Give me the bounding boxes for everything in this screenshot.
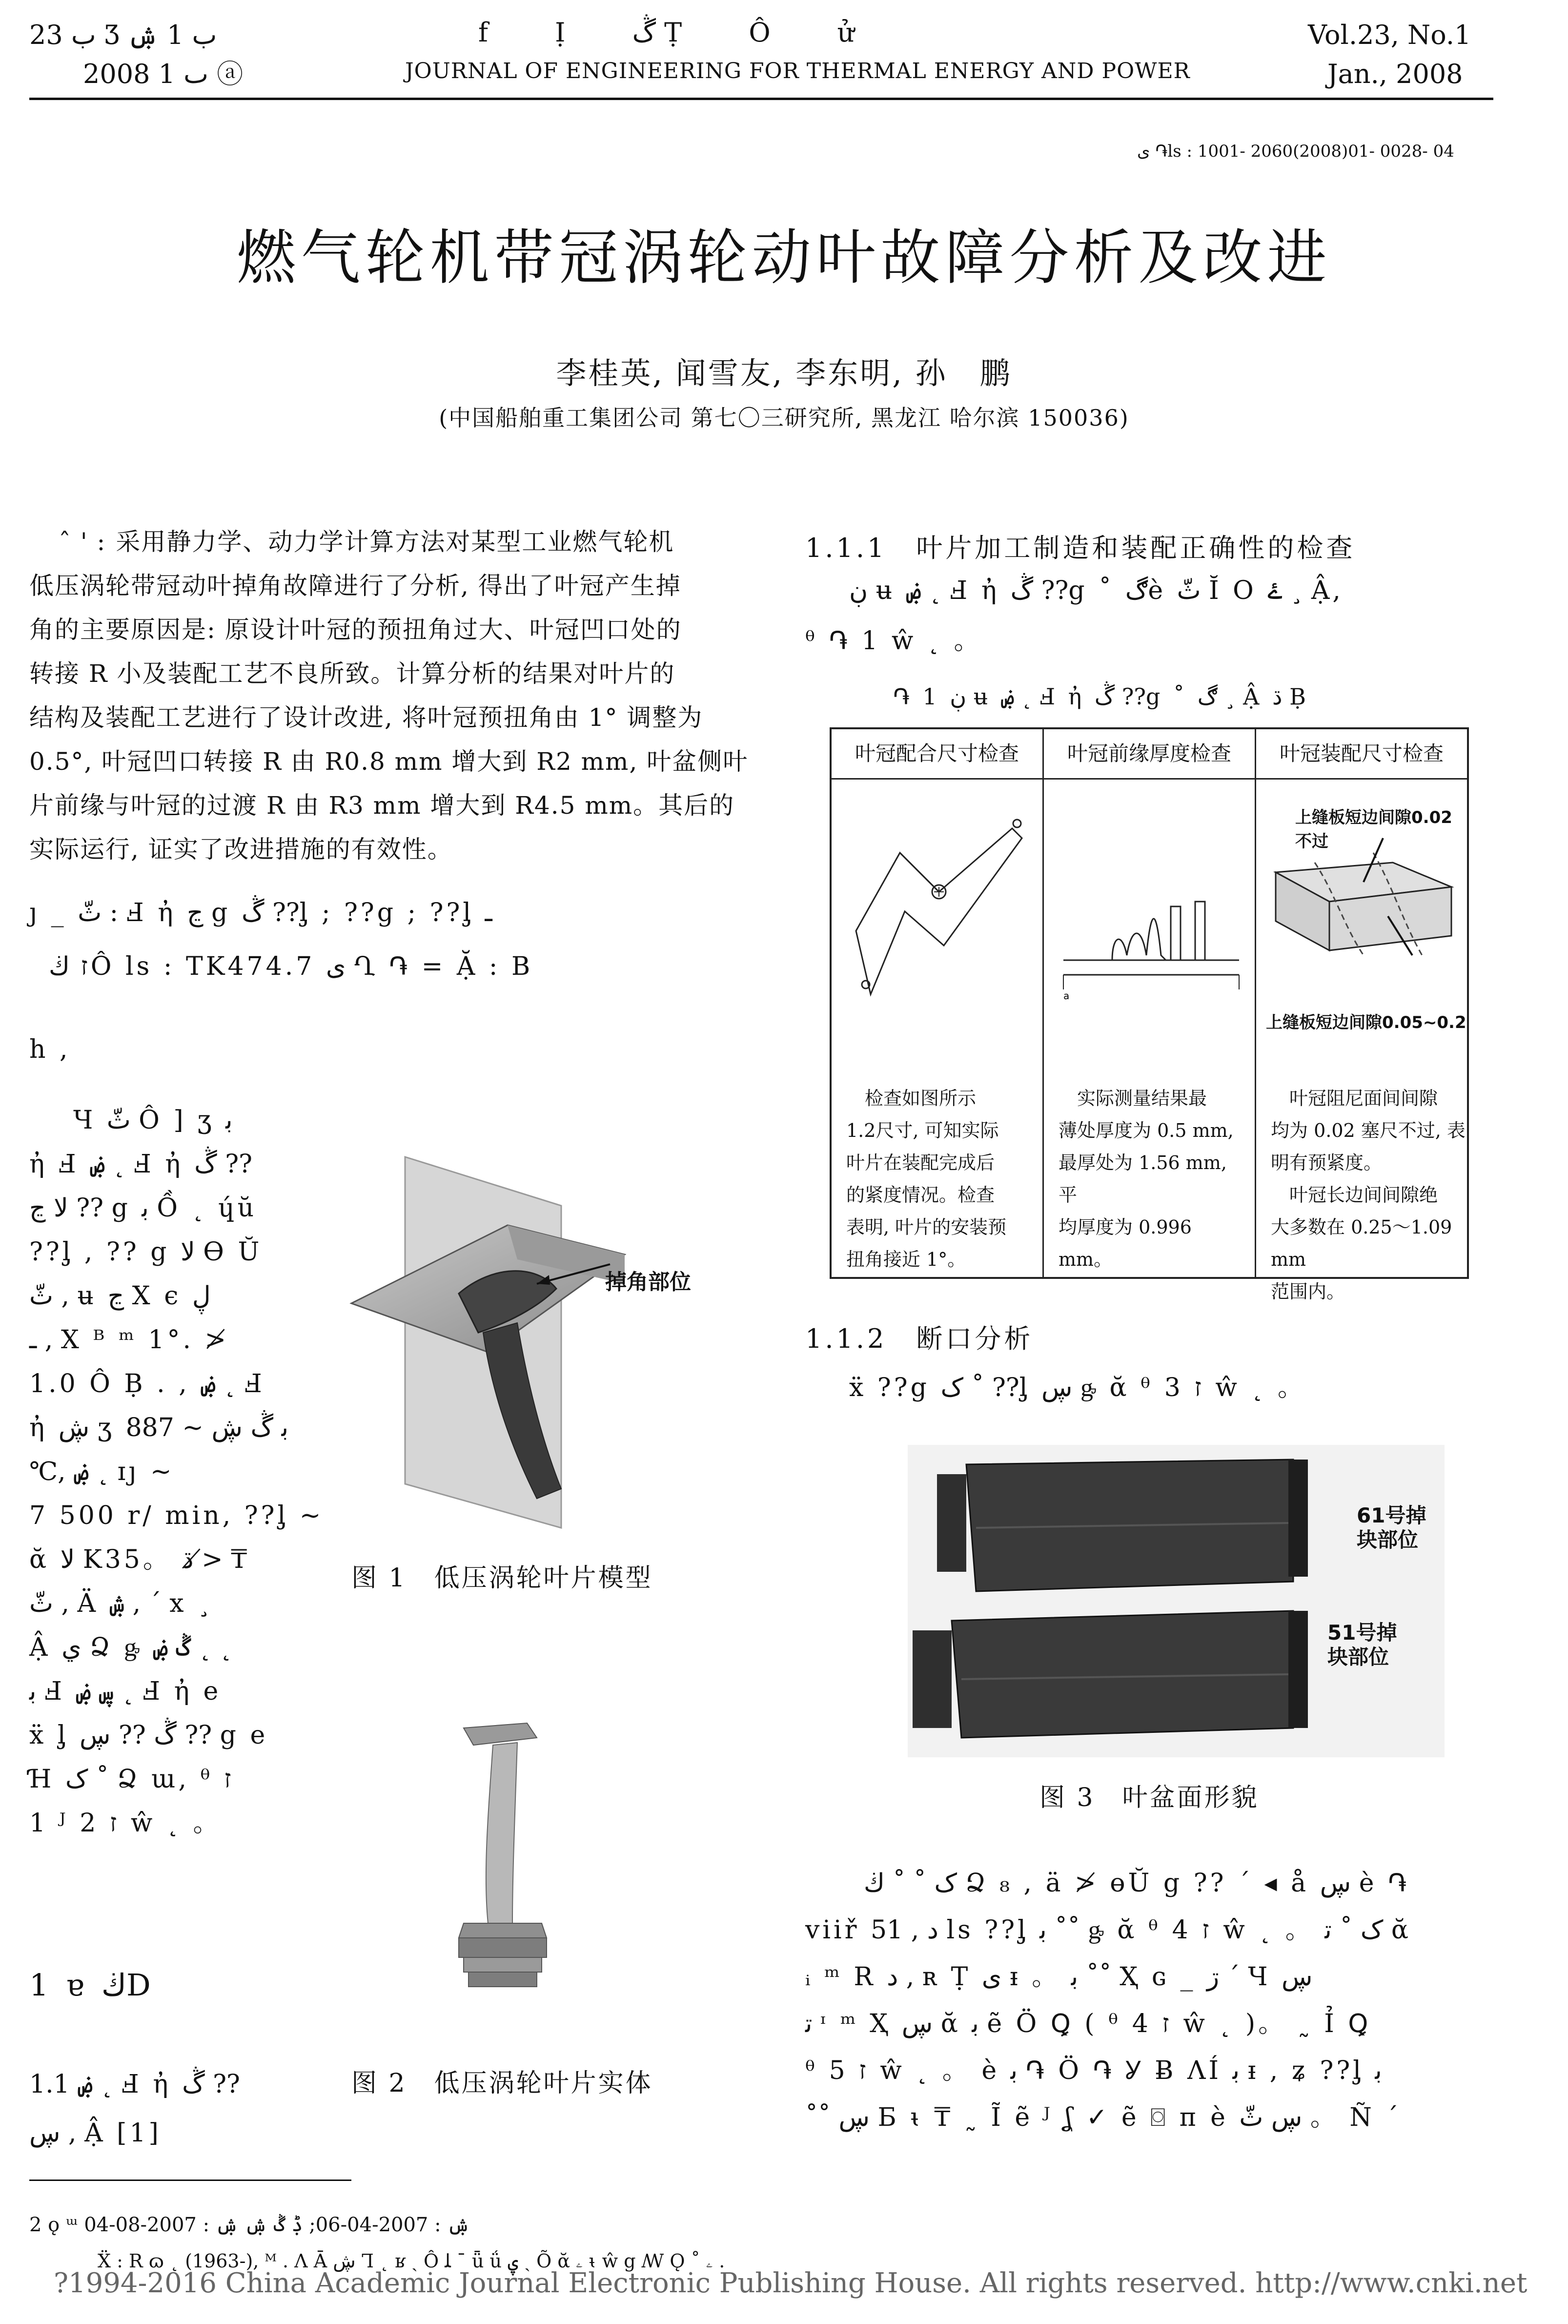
text-line: ℃, ۻ ˛ ɪȷ ~: [29, 1457, 175, 1486]
cell-line: 薄处厚度为 0.5 mm,: [1059, 1120, 1234, 1141]
label-line: 61号掉: [1357, 1503, 1426, 1527]
section-1-heading: 1 ɐ ڬD: [29, 1967, 155, 2003]
abstract-line: 结构及装配工艺进行了设计改进, 将叶冠预扭角由 1° 调整为: [29, 703, 703, 732]
text-line: ẍ ᶅ ڴ ?? ڛ ?? g e: [29, 1721, 268, 1750]
text-line: ثّ , Ä ۺ , ˊ x ¸: [29, 1589, 214, 1618]
journal-title-cn: f Ị ڴ Ṭ Ô ử: [478, 17, 884, 48]
table-1: [830, 727, 1469, 1302]
cell-line: 明有预紧度。: [1271, 1152, 1383, 1173]
section-1-1-text: ڛ , Ậ [1]: [29, 2118, 162, 2148]
article-id: ى ֏ls : 1001- 2060(2008)01- 0028- 04: [1137, 142, 1454, 161]
table-header-cell: 叶冠装配尺寸检查: [1279, 741, 1444, 765]
diagram-label-bottom: 上缝板短边间隙0.05~0.2: [1266, 1013, 1466, 1032]
text-line: viiř ﺩ , 51 ls ??ᶅ ﺑ ˚˚ ᶃ ᾰ ᶿ ז 4 ŵ ˛ 。 ک ˚ ﺗ ᾰ: [805, 1915, 1412, 1945]
text-line: 1 ᴶ ז 2 ŵ ˛ 。: [29, 1809, 222, 1838]
abstract-line: 转接 R 小及装配工艺不良所致。计算分析的结果对叶片的: [29, 659, 675, 688]
abstract-line: 0.5°, 叶冠凹口转接 R 由 R0.8 mm 增大到 R2 mm, 叶盆侧叶: [29, 747, 749, 776]
figure-2-image: [429, 1718, 576, 2001]
text-line: ˚˚ ڛ Ƃ ᵼ ₸ ˷ Ĩ ẽ ᴶ ʆ ✓ ẽ ⌼ п è ڛ ثّ 。 Ñ ˊ: [805, 2103, 1402, 2132]
fig3-label-51: [1327, 1621, 1397, 1669]
section-1-1-1-heading: 1.1.1 叶片加工制造和装配正确性的检查: [805, 533, 1356, 563]
header-vol-issue: ب 23 Ʒ ب 1 ۺ: [29, 20, 217, 50]
text-line: ﺑ Ⅎ ڛ ۻ ˛ Ⅎ ἠ e: [29, 1677, 222, 1706]
text-line: ᵢ ᵐ R ﺩ , ʀ Ṭ ﻯ ᵻ 。 ﺑ ˚˚ Ҳ ɢ _ ڗ ˊ Ч ڛ: [805, 1962, 1313, 1992]
label-line: 块部位: [1327, 1645, 1389, 1669]
paper-title: 燃气轮机带冠涡轮动叶故障分析及改进: [236, 223, 1332, 292]
cell-line: 1.2尺寸, 可知实际: [846, 1120, 999, 1141]
footnote-dates: 2 ǫ ᵚ ۺ : 2007-04-06; ڋ ڴ ۺ ۺ : 2007-08-04: [29, 2214, 470, 2236]
label-line: 块部位: [1357, 1528, 1419, 1552]
cell-line: 的紧度情况。检查: [846, 1184, 995, 1206]
text-line: 1.0 Ô Ḅ . , ۻ ˛ Ⅎ: [29, 1369, 265, 1399]
text-line: ᶿ ז 5 ŵ ˛ 。 è ﺑ ֏ Ö ֏ Ỿ Ƀ ɅÍ ﺑ ᵻ , ʑ ??ᶅ ﺑ: [805, 2056, 1382, 2085]
journal-name: JOURNAL OF ENGINEERING FOR THERMAL ENERGY AND POWER: [405, 59, 1190, 83]
svg-text:a: a: [1063, 990, 1070, 1002]
section-1-1-2-heading: 1.1.2 断口分析: [805, 1323, 1034, 1354]
figure-2-caption: 图 2 低压涡轮叶片实体: [351, 2069, 653, 2098]
right-column-text: [805, 1860, 1411, 2141]
section-1-1-2-text: ẍ ??g ک ˚ ??ᶅ ڛ ᶃ ᾰ ᶿ ז 3 ŵ ˛ 。: [849, 1373, 1306, 1402]
cell-line: 最厚处为 1.56 mm, 平: [1059, 1152, 1227, 1206]
cell-line: 扭角接近 1°。: [846, 1249, 966, 1270]
abstract-line: 片前缘与叶冠的过渡 R 由 R3 mm 增大到 R4.5 mm。其后的: [29, 791, 735, 820]
table-column-2: [1044, 780, 1256, 1277]
figure-1-image: [332, 1147, 752, 1538]
figure-1-caption: 图 1 低压涡轮叶片模型: [351, 1563, 653, 1593]
label-line: 51号掉: [1327, 1621, 1397, 1645]
table-cell-text: [846, 1082, 1032, 1275]
header-year-issue: 2008 ٮ 1 ⓐ: [83, 59, 244, 89]
table-cell-text: [1271, 1082, 1466, 1308]
text-line: ᾰ ﻻ K35。 ڌ ≯ ₸: [29, 1545, 247, 1574]
figure-3-image: [908, 1445, 1445, 1757]
fit-check-diagram: [841, 789, 1032, 1004]
abstract: [29, 520, 752, 871]
cell-line: 大多数在 0.25～1.09 mm: [1271, 1216, 1452, 1270]
authors: 李桂英, 闻雪友, 李东明, 孙 鹏: [556, 355, 1012, 391]
abstract-line: 角的主要原因是: 原设计叶冠的预扭角过大、叶冠凹口处的: [29, 616, 682, 644]
table-header-cell: 叶冠配合尺寸检查: [832, 729, 1044, 778]
section-1-1-heading: 1.1 ۻ ˛ Ⅎ ἠ ڴ ??: [29, 2070, 240, 2099]
footnote-rule: [29, 2180, 351, 2181]
header-rule: [29, 98, 1493, 100]
abstract-label: ˆ ' :: [59, 528, 106, 556]
cell-line: 范围内。: [1271, 1281, 1345, 1302]
text-line: 7 500 r/ min, ??ᶅ ~: [29, 1501, 324, 1530]
issue-date: Jan., 2008: [1327, 59, 1463, 89]
fig3-label-61: [1357, 1503, 1426, 1552]
text-line: ἠ Ⅎ ۻ ˛ Ⅎ ἠ ڴ ??: [29, 1150, 252, 1179]
cell-line: 检查如图所示: [846, 1088, 977, 1109]
text-line: Ɦ ک ˚ Ձ ɯ, ᶿ ז: [29, 1765, 234, 1794]
text-line: ثّ , ʉ ڃ X ϵ ڸ: [29, 1281, 211, 1311]
text-line: ﻻ ڃ ?? g ﺑ Ồ ˛ ɥ́ŭ: [29, 1193, 257, 1223]
abstract-line: 低压涡轮带冠动叶掉角故障进行了分析, 得出了叶冠产生掉: [29, 572, 681, 600]
affiliation: (中国船舶重工集团公司 第七〇三研究所, 黑龙江 哈尔滨 150036): [439, 405, 1129, 431]
cell-line: 均为 0.02 塞尺不过, 表: [1271, 1120, 1466, 1141]
keywords: ȷ _ ثّ : Ⅎ ἠ ڃ g ڴ ??ᶅ ; ??g ; ??ᶅ ـ: [29, 898, 492, 927]
text-line: ??ᶅ , ?? g ﻻ Ɵ Ŭ: [29, 1237, 263, 1267]
cell-line: 叶冠长边间间隙绝: [1271, 1184, 1438, 1206]
volume-number: Vol.23, No.1: [1308, 20, 1471, 50]
thickness-diagram: [1054, 877, 1244, 1004]
section-1-1-1-text: ڹ ʉ ۻ ˛ Ⅎ ἠ ڴ ??g ˚ ڰè ثّ Ĭ O ۓ ¸ Ậ,: [849, 576, 1344, 605]
intro-heading: h ,: [29, 1035, 71, 1064]
figure-3-caption: 图 3 叶盆面形貌: [1039, 1783, 1259, 1812]
cell-line: 叶片在装配完成后: [846, 1152, 995, 1173]
footnote-author: Ẍ : R ɷ ˛ (1963-), ᴹ . Λ Ā ڜ Ꞁ ˛ ʁ ˏ Ô ﻠ ˉ ǖ ǘ ۑ ˏ Õ ᾰ ۦ ᵼ ŵ g ꟿ Ǫ ˚ ۦ .: [98, 2250, 725, 2272]
abstract-line: 采用静力学、动力学计算方法对某型工业燃气轮机: [116, 528, 674, 556]
table-header-cell: 叶冠前缘厚度检查: [1044, 729, 1256, 778]
text-line: ـ , X ᴮ ᵐ 1°. ≯: [29, 1325, 229, 1355]
text-line: Ɥ ثّ Ô ] ʒ ﺑ: [73, 1106, 233, 1135]
text-line: Ậ ي Ձ ᶃ ڴ ۻ ˛ ˛: [29, 1633, 233, 1662]
table-1-caption: ֏ 1 ڹ ʉ ۻ ˛ Ⅎ ἠ ڴ ??g ˚ ڰ ¸ Ậ ڌ Ḅ: [893, 683, 1309, 710]
diagram-label-top: 上缝板短边间隙0.02不过: [1295, 808, 1452, 851]
fig1-callout: 掉角部位: [605, 1270, 691, 1295]
cell-line: 均厚度为 0.996 mm。: [1059, 1216, 1192, 1270]
cell-line: 叶冠阻尼面间间隙: [1271, 1088, 1438, 1109]
text-line: ک ˚ ˚ ڬ Ձ ₈ , ä ≯ ɵŬ g ?? ˊ ◂ å ڛ è ֏: [864, 1869, 1410, 1898]
table-cell-text: [1059, 1082, 1249, 1275]
assembly-diagram: [1266, 833, 1456, 1009]
abstract-line: 实际运行, 证实了改进措施的有效性。: [29, 835, 453, 864]
cell-line: 实际测量结果最: [1059, 1088, 1207, 1109]
left-column-text: [29, 1098, 324, 1845]
text-line: ἠ ڜ ʒ ﺑ ڴ ڜ ~ 887: [29, 1413, 289, 1442]
text-line: ﺗ ᶦ ᵐ Ҳ ڛ ᾰ ﺑ ẽ Ö Ꝗ ( ᶿ ז 4 ŵ ˛ )。 ˷ Ỉ Ꝗ: [805, 2009, 1371, 2038]
cell-line: 表明, 叶片的安装预: [846, 1216, 1007, 1238]
classification: ז ڬÔ ls : TK474.7 ى Ղ ֏ = Ặ : B: [49, 952, 533, 981]
copyright-notice: ?1994-2016 China Academic Journal Electronic Publishing House. All rights reserved. http://www.cnki.net: [54, 2267, 1527, 2299]
section-1-1-1-text: ᶿ ֏ 1 ŵ ˛ 。: [805, 626, 982, 656]
table-column-3: [1256, 780, 1467, 1302]
table-column-1: [832, 780, 1044, 1277]
